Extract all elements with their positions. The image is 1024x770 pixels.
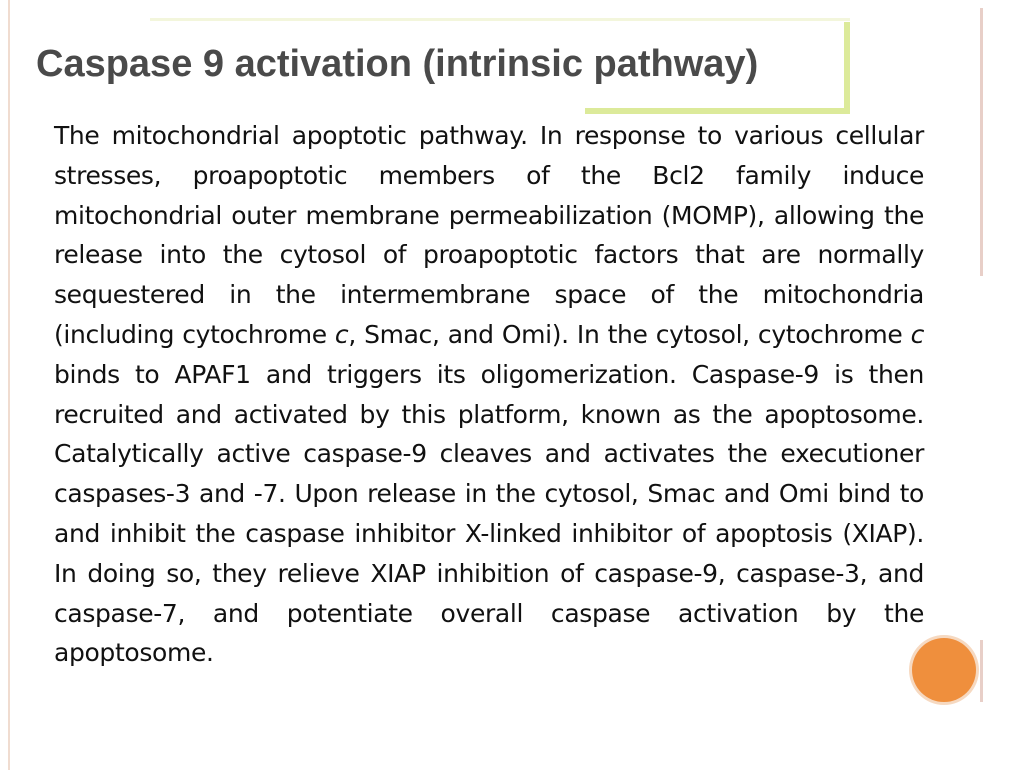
- paragraph-run: binds to APAF1 and triggers its oligomerization. Caspase-9 is then recruited and activated by this platform, known as the apoptosome. Catalytically active caspase-9 cleaves and activates the executioner caspases-3 and -7. Upon release in the cytosol, Smac and Omi bind to and inhibit the caspase inhibitor X-linked inhibitor of apoptosis (XIAP). In doing so, they relieve XIAP inhibition of caspase-9, caspase-3, and caspase-7, and potentiate overall caspase activation by the apoptosome.: [54, 359, 924, 668]
- paragraph-run-italic: c: [910, 319, 924, 349]
- paragraph-run-italic: c: [334, 319, 349, 349]
- paragraph-run: The mitochondrial apoptotic pathway. In response to various cellular stresses, proapoptotic members of the Bcl2 family induce mitochondrial outer membrane permeabilization (MOMP), allowing the release into the cytosol of proapoptotic factors that are normally sequestered in the intermembrane space of the mitochondria (including cytochrome: [54, 121, 924, 349]
- right-decorative-rule-top: [980, 8, 983, 276]
- body-paragraph: [54, 116, 924, 673]
- paragraph-run: , Smac, and Omi). In the cytosol, cytochrome: [348, 319, 911, 349]
- top-decorative-band: [150, 18, 850, 21]
- right-decorative-rule-bottom: [980, 640, 983, 702]
- orange-circle-decoration: [912, 638, 976, 702]
- slide-title: Caspase 9 activation (intrinsic pathway): [36, 43, 759, 85]
- left-decorative-rule: [8, 0, 10, 770]
